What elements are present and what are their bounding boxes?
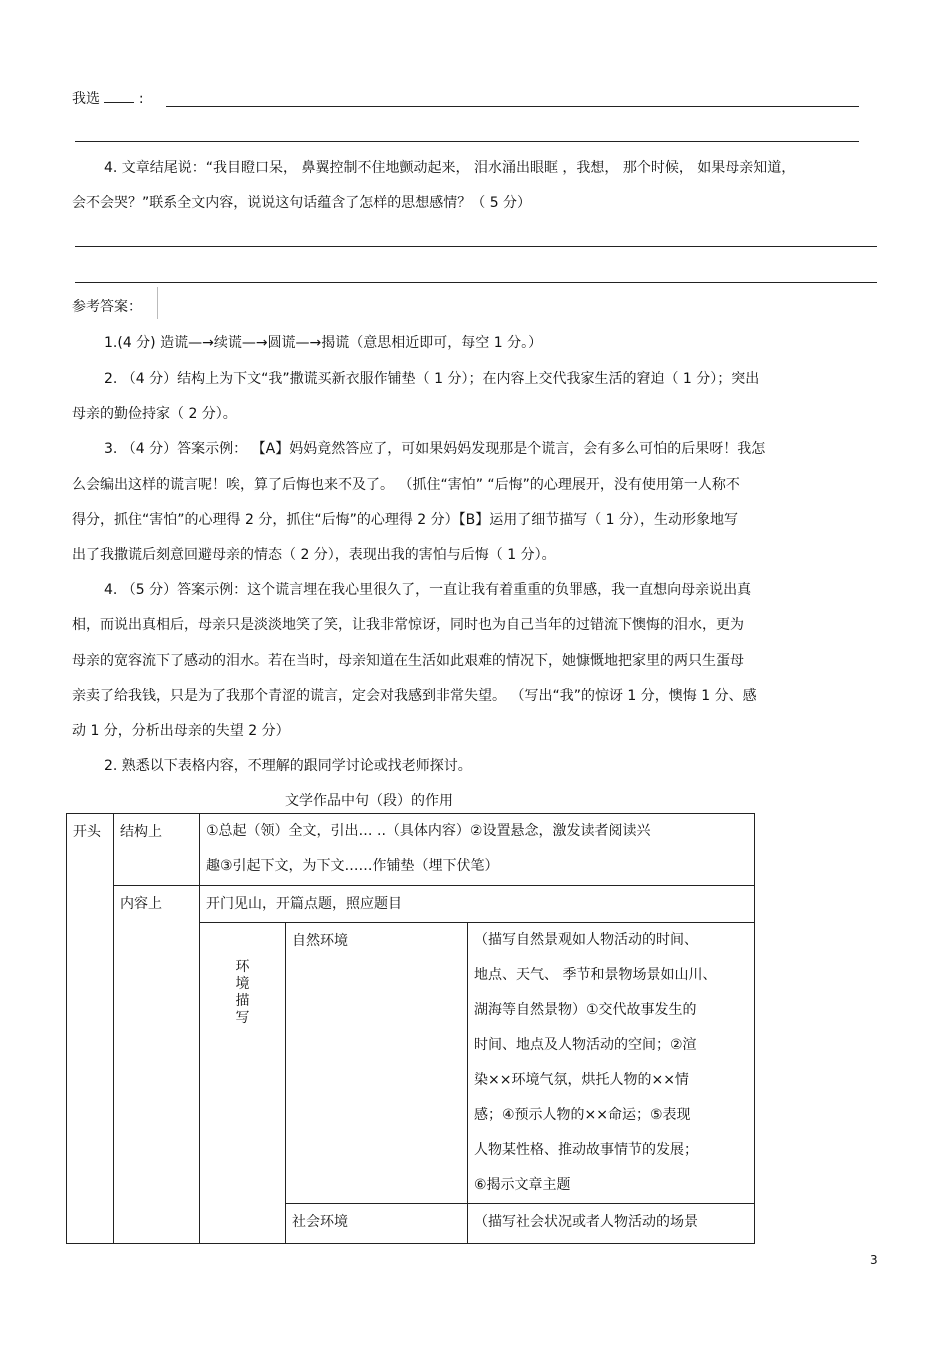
answer-line[interactable]: [75, 282, 877, 283]
answer-4-line: 母亲的宽容流下了感动的泪水。若在当时，母亲知道在生活如此艰难的情况下，她慷慨地把家里的两只生蛋母: [72, 653, 744, 669]
neirong-content-cell: 开门见山，开篇点题，照应题目: [200, 886, 755, 923]
answers-title: 参考答案：: [72, 299, 142, 315]
question-4-line: 会不会哭？”联系全文内容，说说这句话蕴含了怎样的思想感情？（ 5 分）: [72, 195, 532, 211]
answer-3-line: 出了我撒谎后刻意回避母亲的情态（ 2 分），表现出我的害怕与后悔（ 1 分）。: [72, 547, 556, 563]
answer-1: 1.(4 分) 造谎—→续谎—→圆谎—→揭谎（意思相近即可，每空 1 分。）: [104, 335, 543, 351]
answer-3-line: 3. （4 分）答案示例： 【A】妈妈竟然答应了，可如果妈妈发现那是个谎言，会有多么可怕的后果呀！我怎: [104, 441, 766, 457]
ziran-content-cell: （描写自然景观如人物活动的时间、 地点、天气、 季节和景物场景如山川、 湖海等自然景物）①交代故事发生的 时间、地点及人物活动的空间；②渲 染××环境气氛，烘托人物的××情 感；④预示人物的××命运；⑤表现 人物某性格、推动故事情节的发展； ⑥揭示文章主题: [468, 923, 755, 1204]
answer-line[interactable]: [75, 141, 859, 142]
table-row: [67, 814, 755, 886]
choose-label: 我选 :: [72, 91, 144, 107]
jiegou-content-cell: ①总起（领）全文，引出… ..（具体内容）②设置悬念，激发读者阅读兴 趣③引起下文，为下文……作铺垫（埋下伏笔）: [200, 814, 755, 886]
shehui-label-cell: 社会环境: [286, 1204, 468, 1244]
answer-line[interactable]: [75, 246, 877, 247]
answers-title-divider: [157, 287, 158, 319]
answer-line[interactable]: [166, 106, 859, 107]
answer-4-line: 动 1 分，分析出母亲的失望 2 分）: [72, 723, 290, 739]
answer-2-line: 母亲的勤俭持家（ 2 分）。: [72, 406, 237, 422]
choose-blank[interactable]: [104, 90, 134, 103]
answer-2-line: 2. （4 分）结构上为下文“我”撒谎买新衣服作铺垫（ 1 分）；在内容上交代我家生活的窘迫（ 1 分）；突出: [104, 371, 760, 387]
answer-4-line: 亲卖了给我钱，只是为了我那个青涩的谎言，定会对我感到非常失望。 （写出“我”的惊讶 1 分，懊悔 1 分、感: [72, 688, 757, 704]
answer-3-line: 得分，抓住“害怕”的心理得 2 分，抓住“后悔”的心理得 2 分）【B】运用了细节描写（ 1 分），生动形象地写: [72, 512, 739, 528]
answer-4-line: 4. （5 分）答案示例：这个谎言埋在我心里很久了，一直让我有着重重的负罪感，我一直想向母亲说出真: [104, 582, 752, 598]
jiegou-label-cell: 结构上: [114, 814, 200, 886]
table-title: 文学作品中句（段）的作用: [285, 793, 453, 809]
page-number: 3: [870, 1253, 878, 1267]
neirong-label-cell: 内容上: [114, 886, 200, 1244]
function-table: [66, 813, 755, 1244]
shehui-content-cell: （描写社会状况或者人物活动的场景: [468, 1204, 755, 1244]
answer-4-line: 相，而说出真相后，母亲只是淡淡地笑了笑，让我非常惊讶，同时也为自己当年的过错流下懊悔的泪水，更为: [72, 617, 744, 633]
table-row: [67, 886, 755, 923]
question-4-line: 4. 文章结尾说：“我目瞪口呆， 鼻翼控制不住地颤动起来， 泪水涌出眼眶 ，我想， 那个时候， 如果母亲知道，: [104, 160, 796, 176]
section-2-intro: 2. 熟悉以下表格内容，不理解的跟同学讨论或找老师探讨。: [104, 758, 472, 774]
answer-3-line: 么会编出这样的谎言呢！唉，算了后悔也来不及了。 （抓住“害怕” “后悔”的心理展开，没有使用第一人称不: [72, 477, 740, 493]
kaitou-cell: 开头: [67, 814, 114, 1244]
ziran-label-cell: 自然环境: [286, 923, 468, 1204]
huanjing-cell: 环境描写: [200, 923, 286, 1244]
